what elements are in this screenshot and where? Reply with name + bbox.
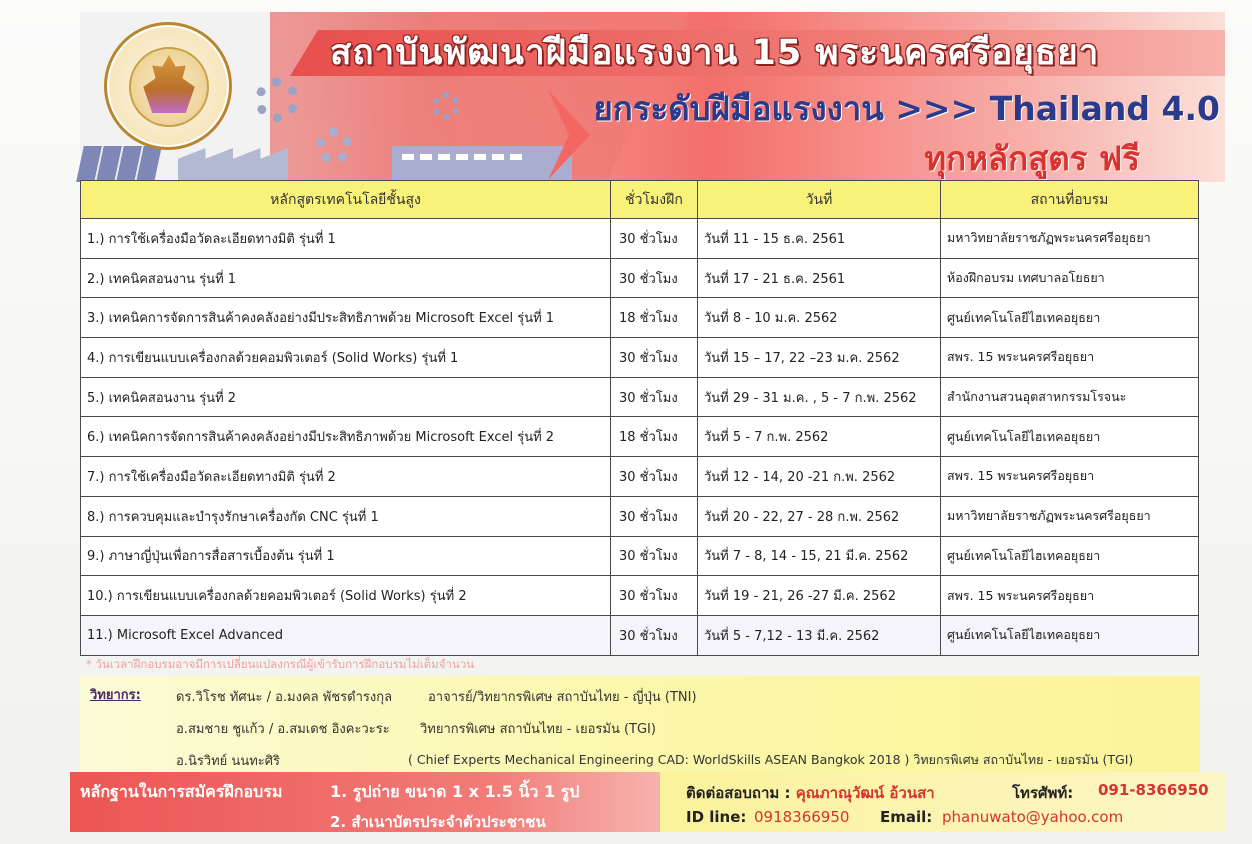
course-cell: 10.) การเขียนแบบเครื่องกลด้วยคอมพิวเตอร์ (Solid Works) รุ่นที่ 2 [81,576,611,616]
course-cell: 8.) การควบคุมและบำรุงรักษาเครื่องกัด CNC รุ่นที่ 1 [81,496,611,536]
hours-cell: 30 ชั่วโมง [611,457,698,497]
screen-graphic-icon [392,146,572,182]
contact-label: ติดต่อสอบถาม : [686,784,791,802]
hours-cell: 18 ชั่วโมง [611,298,698,338]
speaker-role: วิทยากรพิเศษ สถาบันไทย - เยอรมัน (TGI) [420,722,656,737]
column-header-hours: ชั่วโมงฝึก [611,181,698,219]
hours-cell: 30 ชั่วโมง [611,219,698,259]
speakers-label: วิทยากร: [90,688,141,703]
column-header-course: หลักสูตรเทคโนโลยีชั้นสูง [81,181,611,219]
speaker-names: อ.นิรวิทย์ นนทะศิริ [176,754,280,769]
line-id-label: ID line: [686,808,747,826]
email-label: Email: [880,808,933,826]
place-cell: มหาวิทยาลัยราชภัฏพระนครศรีอยุธยา [941,496,1199,536]
line-id[interactable]: 0918366950 [754,808,850,826]
speaker-names: ดร.วิโรช ทัศนะ / อ.มงคล พัชรดำรงกุล [176,690,393,705]
contact-name: คุณภาณุวัฒน์ อ้วนสา [795,784,935,802]
table-row [81,219,1199,259]
column-header-date: วันที่ [698,181,941,219]
place-cell: ศูนย์เทคโนโลยีไฮเทคอยุธยา [941,536,1199,576]
department-seal-logo [104,22,232,150]
slogan: ยกระดับฝีมือแรงงาน >>> Thailand 4.0 [593,89,1220,128]
schedule-note: * วันเวลาฝึกอบรมอาจมีการเปลี่ยนแปลงกรณีผู้เข้ารับการฝึกอบรมไม่เต็มจำนวน [86,657,475,671]
place-cell: สพร. 15 พระนครศรีอยุธยา [941,576,1199,616]
place-cell: สพร. 15 พระนครศรีอยุธยา [941,338,1199,378]
table-row [81,258,1199,298]
course-cell: 3.) เทคนิคการจัดการสินค้าคงคลังอย่างมีประสิทธิภาพด้วย Microsoft Excel รุ่นที่ 1 [81,298,611,338]
table-row [81,615,1199,655]
course-cell: 7.) การใช้เครื่องมือวัดละเอียดทางมิติ รุ่นที่ 2 [81,457,611,497]
institute-title: สถาบันพัฒนาฝีมือแรงงาน 15 พระนครศรีอยุธยา [330,33,1100,73]
hours-cell: 18 ชั่วโมง [611,417,698,457]
table-header-row [81,181,1199,219]
course-cell: 2.) เทคนิคสอนงาน รุ่นที่ 1 [81,258,611,298]
place-cell: ศูนย์เทคโนโลยีไฮเทคอยุธยา [941,298,1199,338]
speaker-role: ( Chief Experts Mechanical Engineering CAD: WorldSkills ASEAN Bangkok 2018 ) วิทยกรพิเศษ สถาบันไทย - เยอรมัน (TGI) [408,752,1134,767]
place-cell: สพร. 15 พระนครศรีอยุธยา [941,457,1199,497]
course-cell: 4.) การเขียนแบบเครื่องกลด้วยคอมพิวเตอร์ (Solid Works) รุ่นที่ 1 [81,338,611,378]
course-cell: 6.) เทคนิคการจัดการสินค้าคงคลังอย่างมีประสิทธิภาพด้วย Microsoft Excel รุ่นที่ 2 [81,417,611,457]
table-row [81,298,1199,338]
column-header-place: สถานที่อบรม [941,181,1199,219]
speaker-names: อ.สมชาย ชูแก้ว / อ.สมเดช อิงคะวะระ [176,722,390,737]
hours-cell: 30 ชั่วโมง [611,258,698,298]
email-link[interactable]: phanuwato@yahoo.com [942,808,1124,826]
contact-line [686,781,935,805]
gear-icon [316,128,352,164]
date-cell: วันที่ 11 - 15 ธ.ค. 2561 [698,219,941,259]
hours-cell: 30 ชั่วโมง [611,377,698,417]
gear-icon [255,78,299,122]
table-row [81,536,1199,576]
date-cell: วันที่ 17 - 21 ธ.ค. 2561 [698,258,941,298]
date-cell: วันที่ 19 - 21, 26 -27 มี.ค. 2562 [698,576,941,616]
hours-cell: 30 ชั่วโมง [611,536,698,576]
date-cell: วันที่ 5 - 7,12 - 13 มี.ค. 2562 [698,615,941,655]
table-row [81,457,1199,497]
table-row [81,576,1199,616]
course-cell: 5.) เทคนิคสอนงาน รุ่นที่ 2 [81,377,611,417]
free-badge: ทุกหลักสูตร ฟรี [924,139,1140,178]
place-cell: มหาวิทยาลัยราชภัฏพระนครศรีอยุธยา [941,219,1199,259]
table-row [81,338,1199,378]
hours-cell: 30 ชั่วโมง [611,576,698,616]
course-cell: 1.) การใช้เครื่องมือวัดละเอียดทางมิติ รุ่นที่ 1 [81,219,611,259]
requirement-photo: 1. รูปถ่าย ขนาด 1 x 1.5 นิ้ว 1 รูป [330,782,580,801]
evidence-label: หลักฐานในการสมัครฝึกอบรม [80,782,283,801]
date-cell: วันที่ 20 - 22, 27 - 28 ก.พ. 2562 [698,496,941,536]
date-cell: วันที่ 8 - 10 ม.ค. 2562 [698,298,941,338]
date-cell: วันที่ 12 - 14, 20 -21 ก.พ. 2562 [698,457,941,497]
course-cell: 9.) ภาษาญี่ปุ่นเพื่อการสื่อสารเบื้องต้น รุ่นที่ 1 [81,536,611,576]
place-cell: สำนักงานสวนอุตสาหกรรมโรจนะ [941,377,1199,417]
date-cell: วันที่ 7 - 8, 14 - 15, 21 มี.ค. 2562 [698,536,941,576]
place-cell: ศูนย์เทคโนโลยีไฮเทคอยุธยา [941,417,1199,457]
course-cell: 11.) Microsoft Excel Advanced [81,615,611,655]
requirement-id-card: 2. สำเนาบัตรประจำตัวประชาชน [330,813,546,831]
table-row [81,496,1199,536]
table-body [81,219,1199,656]
date-cell: วันที่ 29 - 31 ม.ค. , 5 - 7 ก.พ. 2562 [698,377,941,417]
solar-panel-icon [76,146,162,182]
hours-cell: 30 ชั่วโมง [611,496,698,536]
date-cell: วันที่ 5 - 7 ก.พ. 2562 [698,417,941,457]
place-cell: ศูนย์เทคโนโลยีไฮเทคอยุธยา [941,615,1199,655]
hours-cell: 30 ชั่วโมง [611,615,698,655]
table-row [81,377,1199,417]
phone-number[interactable]: 091-8366950 [1098,781,1209,799]
hours-cell: 30 ชั่วโมง [611,338,698,378]
place-cell: ห้องฝึกอบรม เทศบาลอโยธยา [941,258,1199,298]
course-schedule-table [80,180,1199,656]
date-cell: วันที่ 15 – 17, 22 –23 ม.ค. 2562 [698,338,941,378]
gear-icon [432,92,460,120]
table-row [81,417,1199,457]
phone-label: โทรศัพท์: [1012,784,1074,802]
speaker-role: อาจารย์/วิทยากรพิเศษ สถาบันไทย - ญี่ปุ่น (TNI) [428,690,697,705]
